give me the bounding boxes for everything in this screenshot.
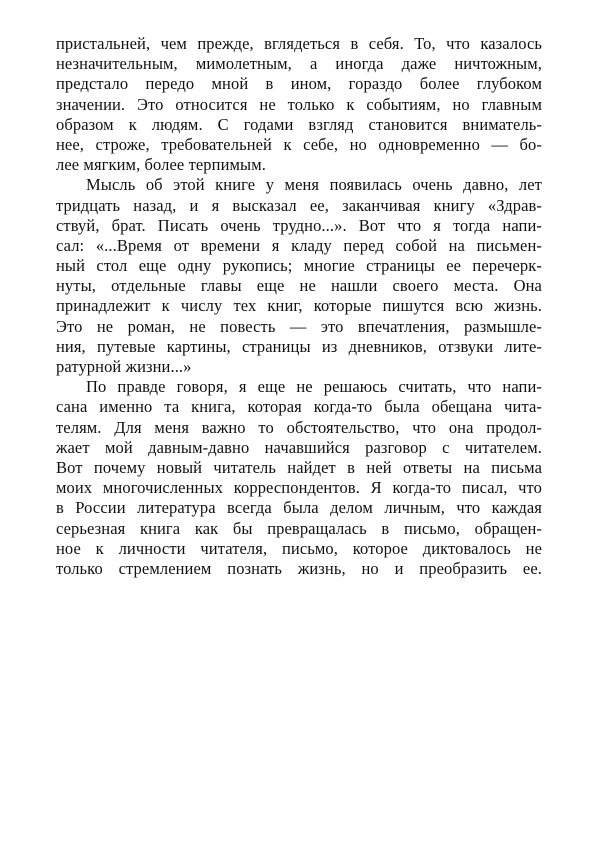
text-line: ный стол еще одну рукопись; многие страницы ее перечерк- — [56, 256, 542, 276]
text-line: незначительным, мимолетным, а иногда даже ничтожным, — [56, 54, 542, 74]
body-text — [56, 34, 542, 579]
text-line: По правде говоря, я еще не решаюсь считать, что напи- — [86, 377, 542, 397]
text-line: сал: «...Время от времени я кладу перед собой на письмен- — [56, 235, 542, 255]
text-line: нуты, отдельные главы еще не нашли своего места. Она — [56, 276, 542, 296]
text-line: жает мой давным-давно начавшийся разговор с читателем. — [56, 437, 542, 457]
text-line: моих многочисленных корреспондентов. Я когда-то писал, что — [56, 478, 542, 498]
text-line: лее мягким, более терпимым. — [56, 155, 267, 175]
text-line: ратурной жизни...» — [56, 357, 192, 376]
text-line: тридцать назад, и я высказал ее, заканчивая книгу «Здрав- — [56, 195, 542, 215]
text-line: ное к личности читателя, письмо, которое диктовалось не — [56, 538, 542, 558]
text-line: образом к людям. С годами взгляд становится вниматель- — [56, 114, 542, 134]
text-line: только стремлением познать жизнь, но и преобразить ее. — [56, 558, 542, 578]
text-line: ствуй, брат. Писать очень трудно...». Вот что я тогда напи- — [56, 215, 542, 235]
text-line: Вот почему новый читатель найдет в ней ответы на письма — [56, 457, 542, 477]
text-line: нее, строже, требовательней к себе, но одновременно — бо- — [56, 134, 542, 154]
text-line: Мысль об этой книге у меня появилась очень давно, лет — [86, 175, 542, 195]
text-line: предстало передо мной в ином, гораздо более глубоком — [56, 74, 542, 94]
text-line: сана именно та книга, которая когда-то была обещана чита- — [56, 397, 542, 417]
text-line: значении. Это относится не только к событиям, но главным — [56, 94, 542, 114]
text-line: в России литература всегда была делом личным, что каждая — [56, 498, 542, 518]
text-line: ния, путевые картины, страницы из дневников, отзвуки лите- — [56, 336, 542, 356]
text-line: Это не роман, не повесть — это впечатления, размышле- — [56, 316, 542, 336]
text-line: телям. Для меня важно то обстоятельство, что она продол- — [56, 417, 542, 437]
text-line: серьезная книга как бы превращалась в письмо, обращен- — [56, 518, 542, 538]
text-line: принадлежит к числу тех книг, которые пишутся всю жизнь. — [56, 296, 542, 316]
text-line: пристальней, чем прежде, вглядеться в себя. То, что казалось — [56, 34, 542, 53]
